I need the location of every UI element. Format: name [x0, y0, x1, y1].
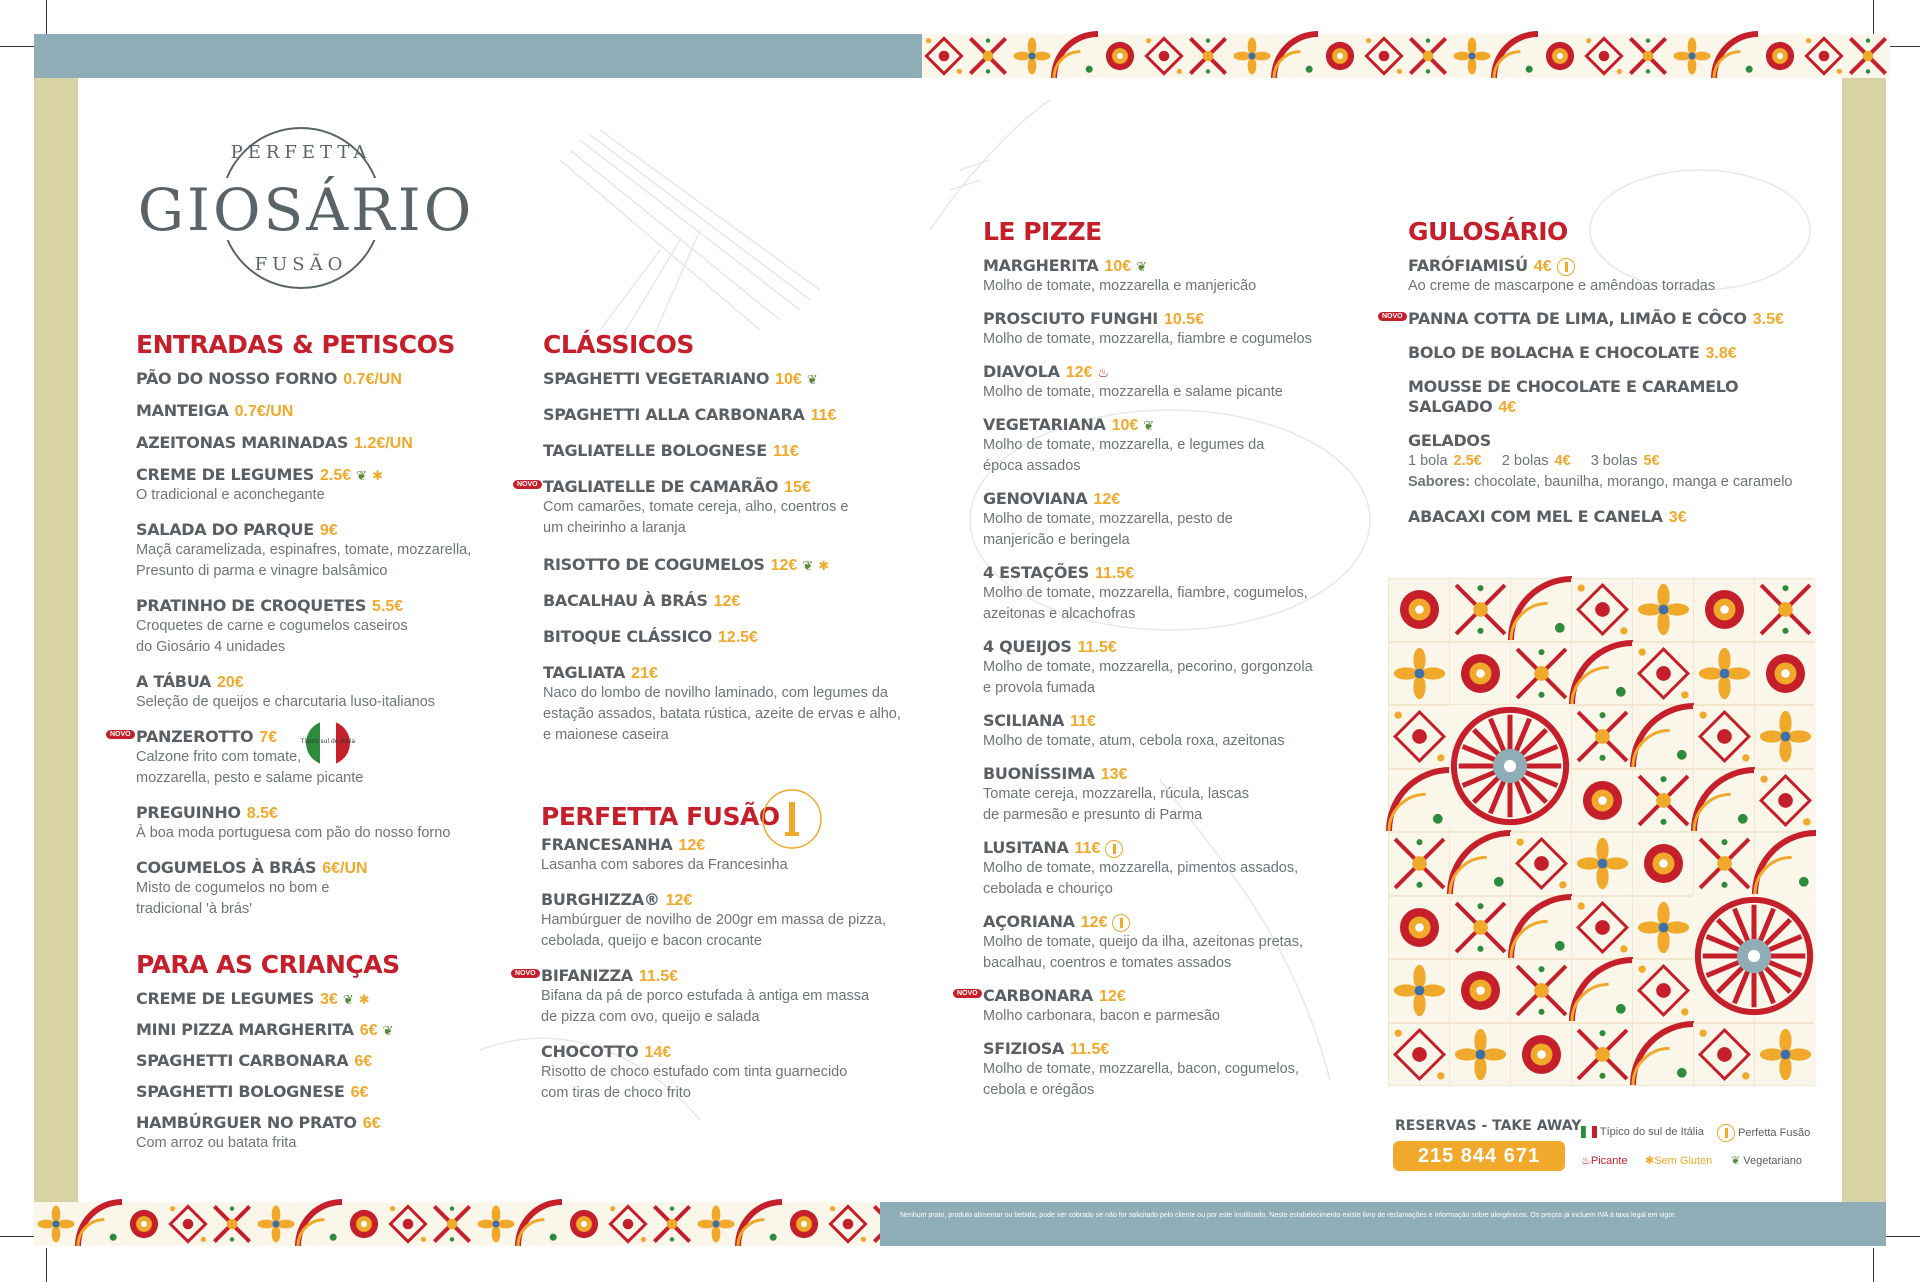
chili-icon: ♨	[1581, 1155, 1591, 1167]
gelados-size: 2 bolas	[1501, 453, 1549, 469]
item-name: ABACAXI COM MEL E CANELA	[1408, 507, 1663, 526]
perfetta-fusao-small-icon	[1105, 840, 1123, 858]
item-price: 10€	[1111, 417, 1139, 434]
item-price: 12€	[678, 837, 706, 854]
menu-item	[515, 966, 901, 1028]
item-price: 11€	[1074, 840, 1101, 857]
azulejo-tile	[1571, 959, 1632, 1023]
item-name: CREME DE LEGUMES	[136, 465, 315, 484]
menu-item	[136, 520, 476, 582]
item-price: 12€	[665, 892, 693, 909]
item-price: 3€	[1668, 509, 1687, 526]
azulejo-tile	[1449, 642, 1510, 706]
menu-item	[136, 401, 476, 421]
item-name: PÃO DO NOSSO FORNO	[136, 369, 338, 388]
column-fusao	[515, 802, 901, 1118]
legend-tipico	[1581, 1124, 1704, 1140]
italy-flag-icon	[300, 719, 356, 767]
item-price: 12.5€	[717, 629, 758, 646]
azulejo-tile	[1510, 959, 1571, 1023]
gelados-size: 1 bola	[1408, 453, 1448, 469]
footer-legal-note: Nenhum prato, produto alimentar ou bebida, pode ser cobrado se não for solicitado pelo cliente ou por este inutilizado. Neste estabelecimento existe livro de reclamações e informação sobre alergénicos. Os preços já incluem IVA à taxa legal em vigor.	[900, 1212, 1677, 1219]
item-name: MARGHERITA	[983, 256, 1099, 275]
gelados-price: 2.5€	[1453, 453, 1482, 469]
item-description: Molho de tomate, atum, cebola roxa, azeitonas	[983, 733, 1285, 749]
item-name: RISOTTO DE COGUMELOS	[543, 555, 765, 574]
item-price: 15€	[784, 479, 811, 496]
azulejo-tile	[1754, 1023, 1815, 1087]
item-description: Molho de tomate, mozzarella, pesto de manjericão e beringela	[983, 511, 1233, 548]
menu-item	[541, 835, 901, 876]
item-price: 6€	[359, 1022, 378, 1039]
item-name: SCILIANA	[983, 711, 1065, 730]
item-name: SALADA DO PARQUE	[136, 520, 314, 539]
gelados-price: 4€	[1554, 453, 1571, 469]
item-description: Molho carbonara, bacon e parmesão	[983, 1008, 1220, 1024]
section-title-entradas: ENTRADAS & PETISCOS	[136, 330, 455, 359]
item-description: Molho de tomate, mozzarella e salame picante	[983, 384, 1283, 400]
item-price: 13€	[1100, 766, 1128, 783]
section-title-classicos: CLÁSSICOS	[543, 330, 694, 359]
menu-item	[1408, 507, 1828, 527]
item-name: TAGLIATELLE DE CAMARÃO	[543, 477, 779, 496]
gelados-size: 3 bolas	[1590, 453, 1638, 469]
azulejo-tile	[1388, 896, 1449, 960]
azulejo-tile	[1632, 832, 1693, 896]
item-name: A TÁBUA	[136, 672, 211, 691]
item-price: 12€	[1065, 364, 1093, 381]
azulejo-tile-mosaic	[1388, 578, 1816, 1086]
menu-item	[541, 1042, 901, 1104]
menu-item	[543, 591, 903, 611]
menu-item	[957, 986, 1323, 1027]
azulejo-tile	[1388, 1023, 1449, 1087]
legend-fusao-label: Perfetta Fusão	[1738, 1126, 1811, 1139]
item-name: 4 QUEIJOS	[983, 637, 1072, 656]
section-title-criancas: PARA AS CRIANÇAS	[136, 950, 400, 979]
legend-vegetariano-label: Vegetariano	[1743, 1155, 1802, 1167]
column-classicos	[517, 330, 903, 760]
item-name: BUONÍSSIMA	[983, 764, 1095, 783]
item-price: 3€	[320, 991, 338, 1008]
logo-bottom-text: FUSÃO	[254, 254, 348, 275]
menu-item	[983, 309, 1323, 350]
item-description: Risotto de choco estufado com tinta guarnecido com tiras de choco frito	[541, 1064, 848, 1101]
item-description: Molho de tomate, mozzarella e manjericão	[983, 278, 1257, 294]
menu-item	[983, 838, 1323, 900]
item-description: À boa moda portuguesa com pão do nosso forno	[136, 825, 451, 841]
vegetarian-icon: ❦	[1136, 259, 1148, 274]
novo-badge: NOVO	[511, 969, 540, 978]
item-name: MANTEIGA	[136, 401, 229, 420]
azulejo-tile	[1571, 642, 1632, 706]
vegetarian-icon: ❦	[1143, 418, 1155, 433]
item-name: MINI PIZZA MARGHERITA	[136, 1020, 354, 1039]
item-name: BACALHAU À BRÁS	[543, 591, 708, 610]
item-price: 4€	[1533, 258, 1552, 275]
item-name: 4 ESTAÇÕES	[983, 563, 1090, 582]
azulejo-tile	[1510, 578, 1571, 642]
azulejo-tile	[1632, 578, 1693, 642]
phone-number[interactable]: 215 844 671	[1393, 1141, 1565, 1171]
menu-item	[136, 1020, 476, 1040]
azulejo-tile	[1754, 705, 1815, 769]
item-name: PROSCIUTO FUNGHI	[983, 309, 1158, 328]
item-price: 12€	[1099, 988, 1126, 1005]
item-price: 6€	[362, 1115, 381, 1132]
section-title-pizze: LE PIZZE	[983, 217, 1102, 246]
azulejo-tile	[1632, 705, 1693, 769]
azulejo-tile	[1388, 642, 1449, 706]
reservas-label: RESERVAS - TAKE AWAY	[1395, 1118, 1582, 1134]
item-price: 11.5€	[638, 968, 679, 985]
azulejo-tile	[1693, 578, 1754, 642]
menu-item	[983, 764, 1323, 826]
item-name: BURGHIZZA®	[541, 890, 660, 909]
chili-icon: ♨	[1097, 365, 1110, 380]
azulejo-tile	[1449, 1023, 1510, 1087]
menu-item	[543, 441, 903, 461]
menu-item	[983, 912, 1323, 974]
legend-sem-gluten-label: Sem Gluten	[1654, 1155, 1713, 1167]
item-description: Molho de tomate, mozzarella, fiambre, cogumelos, azeitonas e alcachofras	[983, 585, 1308, 622]
item-price: 11€	[810, 407, 837, 424]
vegetarian-icon: ❦	[1731, 1155, 1741, 1167]
item-price: 6€	[350, 1084, 369, 1101]
item-name: PANZEROTTO	[136, 727, 254, 746]
menu-item	[983, 711, 1323, 752]
giosario-logo	[128, 120, 484, 296]
menu-item	[517, 477, 903, 539]
item-name: GELADOS	[1408, 431, 1491, 450]
azulejo-tile	[1449, 578, 1510, 642]
item-name: VEGETARIANA	[983, 415, 1106, 434]
item-description: Seleção de queijos e charcutaria luso-italianos	[136, 694, 436, 710]
novo-badge: NOVO	[1378, 312, 1407, 321]
menu-item	[983, 256, 1323, 297]
vegetarian-icon: ❦	[382, 1023, 394, 1038]
menu-item	[136, 672, 476, 713]
item-description: Com arroz ou batata frita	[136, 1135, 297, 1151]
item-name: BITOQUE CLÁSSICO	[543, 627, 712, 646]
legend-picante-label: Picante	[1590, 1155, 1628, 1167]
item-price: 10€	[775, 371, 802, 388]
item-description: O tradicional e aconchegante	[136, 487, 325, 503]
menu-item	[136, 989, 476, 1009]
item-price: 7€	[259, 729, 278, 746]
item-description: Molho de tomate, queijo da ilha, azeitonas pretas, bacalhau, coentros e tomates assados	[983, 934, 1304, 971]
azulejo-tile	[1571, 705, 1632, 769]
gluten-free-icon: ✱	[358, 992, 370, 1007]
azulejo-tile	[1632, 769, 1693, 833]
menu-item	[983, 563, 1323, 625]
perfetta-fusao-small-icon	[1112, 914, 1130, 932]
item-price: 9€	[319, 522, 338, 539]
menu-item	[1382, 309, 1828, 329]
azulejo-tile	[1449, 896, 1510, 960]
menu-item	[1408, 256, 1828, 297]
item-price: 11€	[772, 443, 799, 460]
azulejo-tile	[1754, 578, 1815, 642]
item-price: 6€/UN	[322, 860, 368, 877]
italy-badge-text: Típico sul de Itália	[300, 738, 356, 745]
menu-item	[136, 1051, 476, 1071]
azulejo-tile	[1510, 642, 1571, 706]
menu-item	[136, 803, 476, 844]
item-description: Maçã caramelizada, espinafres, tomate, mozzarella, Presunto di parma e vinagre balsâmico	[136, 542, 472, 579]
item-price: 12€	[713, 593, 741, 610]
column-entradas	[110, 330, 476, 934]
azulejo-tile	[1571, 832, 1632, 896]
menu-item	[983, 1039, 1323, 1101]
item-description: Molho de tomate, mozzarella, e legumes da época assados	[983, 437, 1265, 474]
menu-item	[136, 433, 476, 453]
item-description: Molho de tomate, mozzarella, pecorino, gorgonzola e provola fumada	[983, 659, 1313, 696]
item-name: AÇORIANA	[983, 912, 1075, 931]
item-price: 14€	[644, 1044, 672, 1061]
item-name: AZEITONAS MARINADAS	[136, 433, 349, 452]
azulejo-tile	[1571, 896, 1632, 960]
azulejo-tile	[1388, 705, 1449, 769]
item-price: 0.7€/UN	[343, 371, 402, 388]
novo-badge: NOVO	[513, 480, 542, 489]
menu-item	[543, 627, 903, 647]
azulejo-medallion	[1449, 705, 1571, 827]
menu-item	[543, 663, 903, 746]
azulejo-tile	[1693, 1023, 1754, 1087]
gelados-flavours	[1408, 472, 1828, 493]
item-description: Ao creme de mascarpone e amêndoas torradas	[1408, 278, 1716, 294]
item-name: DIAVOLA	[983, 362, 1060, 381]
item-name: CHOCOTTO	[541, 1042, 639, 1061]
item-price: 4€	[1498, 399, 1517, 416]
sabores-label: Sabores:	[1408, 474, 1471, 490]
item-price: 2.5€	[320, 467, 352, 484]
section-title-fusao: PERFETTA FUSÃO	[541, 802, 780, 831]
azulejo-tile	[1632, 1023, 1693, 1087]
item-price: 11.5€	[1070, 1041, 1110, 1058]
item-price: 12€	[1080, 914, 1108, 931]
column-pizze	[957, 217, 1323, 1101]
sabores-list: chocolate, baunilha, morango, manga e caramelo	[1474, 474, 1793, 490]
item-description: Molho de tomate, mozzarella, bacon, cogumelos, cebola e orégãos	[983, 1061, 1299, 1098]
item-name: LUSITANA	[983, 838, 1069, 857]
azulejo-tile	[1693, 769, 1754, 833]
azulejo-tile	[1388, 769, 1449, 833]
menu-item	[983, 415, 1323, 477]
item-name: COGUMELOS À BRÁS	[136, 858, 317, 877]
menu-item	[110, 727, 476, 789]
item-name: SPAGHETTI VEGETARIANO	[543, 369, 770, 388]
column-criancas	[136, 950, 476, 1154]
item-name: MOUSSE DE CHOCOLATE E CARAMELO SALGADO	[1408, 377, 1739, 416]
item-description: Naco do lombo de novilho laminado, com legumes da estação assados, batata rústica, azeite de ervas e alho, e maionese caseira	[543, 685, 901, 743]
azulejo-tile	[1510, 1023, 1571, 1087]
item-name: SPAGHETTI BOLOGNESE	[136, 1082, 345, 1101]
item-name: TAGLIATELLE BOLOGNESE	[543, 441, 767, 460]
vegetarian-icon: ❦	[356, 468, 368, 483]
azulejo-tile	[1388, 832, 1449, 896]
item-price: 5.5€	[372, 598, 404, 615]
menu-item	[543, 555, 903, 575]
azulejo-tile	[1571, 1023, 1632, 1087]
azulejo-tile	[1693, 705, 1754, 769]
azulejo-tile	[1510, 832, 1571, 896]
menu-item	[136, 858, 476, 920]
menu-item	[1408, 377, 1828, 417]
item-price: 12€	[770, 557, 798, 574]
vegetarian-icon: ❦	[806, 372, 818, 387]
azulejo-tile	[1388, 578, 1449, 642]
azulejo-tile	[1693, 832, 1754, 896]
vegetarian-icon: ❦	[342, 992, 354, 1007]
item-name: PRATINHO DE CROQUETES	[136, 596, 367, 615]
azulejo-tile	[1449, 832, 1510, 896]
item-price: 0.7€/UN	[234, 403, 294, 420]
perfetta-fusao-small-icon	[1717, 1124, 1735, 1142]
menu-item	[983, 489, 1323, 551]
menu-item	[136, 596, 476, 658]
italy-flag-icon	[1581, 1124, 1597, 1140]
item-name: BOLO DE BOLACHA E CHOCOLATE	[1408, 343, 1700, 362]
item-price: 8.5€	[246, 805, 278, 822]
item-description: Tomate cereja, mozzarella, rúcula, lascas de parmesão e presunto di Parma	[983, 786, 1249, 823]
item-price: 1.2€/UN	[354, 435, 413, 452]
gluten-free-icon: ✱	[1645, 1155, 1655, 1167]
item-name: PANNA COTTA DE LIMA, LIMÃO E CÔCO	[1408, 309, 1747, 328]
item-price: 10€	[1104, 258, 1132, 275]
menu-item	[983, 362, 1323, 403]
logo-top-text: PERFETTA	[230, 142, 372, 163]
azulejo-tile	[1449, 959, 1510, 1023]
menu-item	[541, 890, 901, 952]
item-name: PREGUINHO	[136, 803, 241, 822]
gelados-prices	[1408, 451, 1828, 472]
menu-item	[543, 369, 903, 389]
item-name: HAMBÚRGUER NO PRATO	[136, 1113, 357, 1132]
section-title-gulosario: GULOSÁRIO	[1408, 217, 1568, 246]
logo-main-text: GIOSÁRIO	[137, 176, 475, 244]
azulejo-medallion	[1693, 895, 1815, 1017]
menu-item	[136, 465, 476, 506]
azulejo-tile	[1693, 642, 1754, 706]
azulejo-tile	[1632, 896, 1693, 960]
item-price: 10.5€	[1163, 311, 1204, 328]
item-description: Com camarões, tomate cereja, alho, coentros e um cheirinho a laranja	[543, 499, 849, 536]
menu-item	[983, 637, 1323, 699]
item-name: FRANCESANHA	[541, 835, 673, 854]
item-name: SFIZIOSA	[983, 1039, 1065, 1058]
menu-item	[136, 1082, 476, 1102]
item-name: SPAGHETTI CARBONARA	[136, 1051, 349, 1070]
legend-tipico-label: Típico do sul de Itália	[1599, 1125, 1704, 1138]
item-description: Calzone frito com tomate, mozzarella, pesto e salame picante	[136, 749, 364, 786]
item-name: TAGLIATA	[543, 663, 626, 682]
azulejo-tile	[1754, 642, 1815, 706]
item-description: Croquetes de carne e cogumelos caseiros do Giosário 4 unidades	[136, 618, 408, 655]
novo-badge: NOVO	[106, 730, 135, 739]
legend-sem-gluten	[1645, 1154, 1712, 1167]
menu-item	[136, 369, 476, 389]
item-name: CREME DE LEGUMES	[136, 989, 315, 1008]
gluten-free-icon: ✱	[372, 468, 383, 483]
item-description: Misto de cogumelos no bom e tradicional 'à brás'	[136, 880, 330, 917]
item-description: Molho de tomate, mozzarella, fiambre e cogumelos	[983, 331, 1312, 347]
column-gulosario	[1382, 217, 1828, 541]
azulejo-tile	[1510, 896, 1571, 960]
azulejo-tile	[1754, 832, 1815, 896]
menu-item	[136, 1113, 476, 1154]
gelados-item	[1408, 431, 1828, 493]
legend	[1395, 1116, 1815, 1176]
azulejo-tile	[1754, 769, 1815, 833]
menu-item	[543, 405, 903, 425]
vegetarian-icon: ❦	[802, 558, 814, 573]
item-price: 20€	[217, 674, 244, 691]
item-price: 6€	[354, 1053, 373, 1070]
item-name: GENOVIANA	[983, 489, 1088, 508]
item-description: Bifana da pá de porco estufada à antiga em massa de pizza com ovo, queijo e salada	[541, 988, 870, 1025]
item-name: FARÓFIAMISÚ	[1408, 256, 1528, 275]
item-price: 3.8€	[1705, 345, 1737, 362]
gelados-price: 5€	[1643, 453, 1660, 469]
azulejo-tile	[1388, 959, 1449, 1023]
novo-badge: NOVO	[953, 989, 982, 998]
item-price: 11€	[1070, 713, 1096, 730]
azulejo-tile	[1632, 642, 1693, 706]
item-description: Hambúrguer de novilho de 200gr em massa de pizza, cebolada, queijo e bacon crocante	[541, 912, 886, 949]
item-price: 11.5€	[1077, 639, 1117, 656]
menu-item	[1408, 343, 1828, 363]
item-name: BIFANIZZA	[541, 966, 633, 985]
item-name: CARBONARA	[983, 986, 1094, 1005]
azulejo-tile	[1571, 769, 1632, 833]
item-price: 12€	[1093, 491, 1121, 508]
item-description: Molho de tomate, mozzarella, pimentos assados, cebolada e chouriço	[983, 860, 1299, 897]
azulejo-tile	[1571, 578, 1632, 642]
item-price: 11.5€	[1095, 565, 1135, 582]
gluten-free-icon: ✱	[818, 558, 830, 573]
azulejo-tile	[1632, 959, 1693, 1023]
legend-vegetariano	[1731, 1154, 1802, 1167]
legend-fusao	[1717, 1124, 1810, 1142]
item-price: 3.5€	[1752, 311, 1784, 328]
item-name: SPAGHETTI ALLA CARBONARA	[543, 405, 805, 424]
item-price: 21€	[631, 665, 658, 682]
perfetta-fusao-small-icon	[1557, 258, 1575, 276]
item-description: Lasanha com sabores da Francesinha	[541, 857, 788, 873]
legend-picante	[1581, 1154, 1628, 1167]
